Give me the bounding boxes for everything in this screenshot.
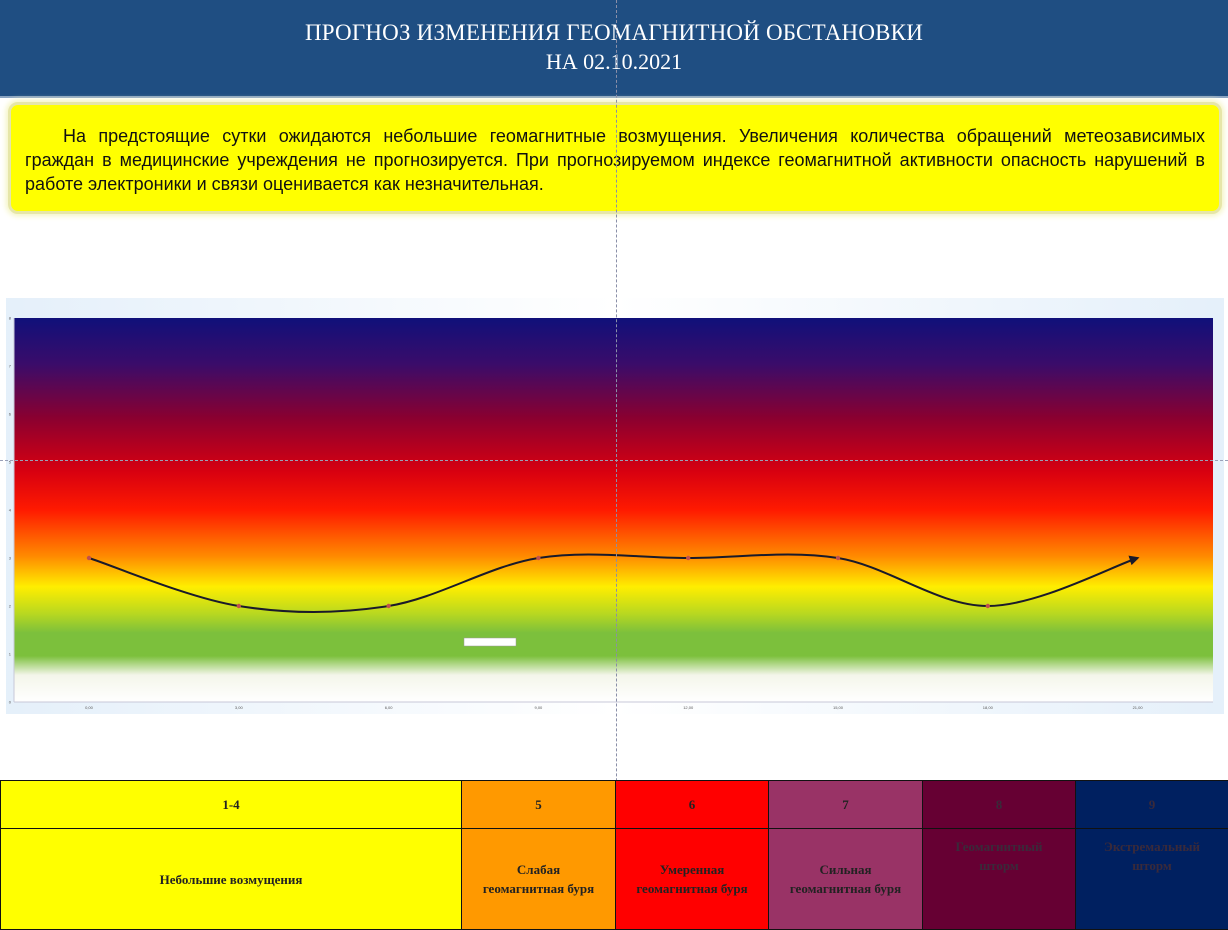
scale-level-6: 6: [616, 781, 769, 829]
scale-level-8: 8: [923, 781, 1076, 829]
y-tick-label: 8: [9, 316, 12, 321]
horizontal-guide-line: [0, 460, 1228, 461]
data-point: [386, 604, 390, 608]
scale-label-8: Геомагнитный шторм: [923, 829, 1076, 930]
header-banner: [0, 0, 1228, 98]
y-tick-label: 4: [9, 508, 12, 513]
chart-area: [0, 296, 1228, 716]
x-tick-label: 12,00: [683, 705, 694, 710]
x-tick-label: 18,00: [983, 705, 994, 710]
data-point: [986, 604, 990, 608]
x-tick-label: 21,00: [1133, 705, 1144, 710]
x-tick-label: 3,00: [235, 705, 244, 710]
data-point: [536, 556, 540, 560]
x-tick-label: 0,00: [85, 705, 94, 710]
plot-background: [14, 318, 1213, 702]
x-tick-label: 6,00: [385, 705, 394, 710]
data-point: [686, 556, 690, 560]
y-tick-label: 2: [9, 604, 12, 609]
scale-label-1-4: Небольшие возмущения: [1, 829, 462, 930]
page-title: ПРОГНОЗ ИЗМЕНЕНИЯ ГЕОМАГНИТНОЙ ОБСТАНОВКИ: [0, 20, 1228, 46]
y-tick-label: 1: [9, 652, 12, 657]
forecast-chart: [0, 296, 1228, 716]
chart-legend: [464, 638, 516, 646]
scale-level-5: 5: [462, 781, 616, 829]
scale-label-6: Умеренная геомагнитная буря: [616, 829, 769, 930]
y-tick-label: 7: [9, 364, 12, 369]
data-point: [237, 604, 241, 608]
legend-box: [464, 638, 516, 646]
scale-label-7: Сильная геомагнитная буря: [769, 829, 923, 930]
forecast-note: На предстоящие сутки ожидаются небольшие геомагнитные возмущения. Увеличения количества обращений метеозависимых граждан в медицинские учреждения не прогнозируется. При прогнозируемом индексе геомагнитной активности опасность нарушений в работе электроники и связи оценивается как незначительная.: [8, 102, 1222, 214]
y-tick-label: 6: [9, 412, 12, 417]
data-point: [836, 556, 840, 560]
scale-level-9: 9: [1076, 781, 1228, 829]
x-tick-label: 9,00: [535, 705, 544, 710]
y-tick-label: 3: [9, 556, 12, 561]
scale-label-5: Слабая геомагнитная буря: [462, 829, 616, 930]
data-point: [87, 556, 91, 560]
x-tick-label: 15,00: [833, 705, 844, 710]
y-tick-label: 5: [9, 460, 12, 465]
scale-label-9: Экстремальный шторм: [1076, 829, 1228, 930]
page-subtitle: НА 02.10.2021: [0, 49, 1228, 75]
scale-level-7: 7: [769, 781, 923, 829]
activity-scale-table: [0, 780, 1228, 921]
scale-level-1-4: 1-4: [1, 781, 462, 829]
y-tick-label: 0: [9, 700, 12, 705]
